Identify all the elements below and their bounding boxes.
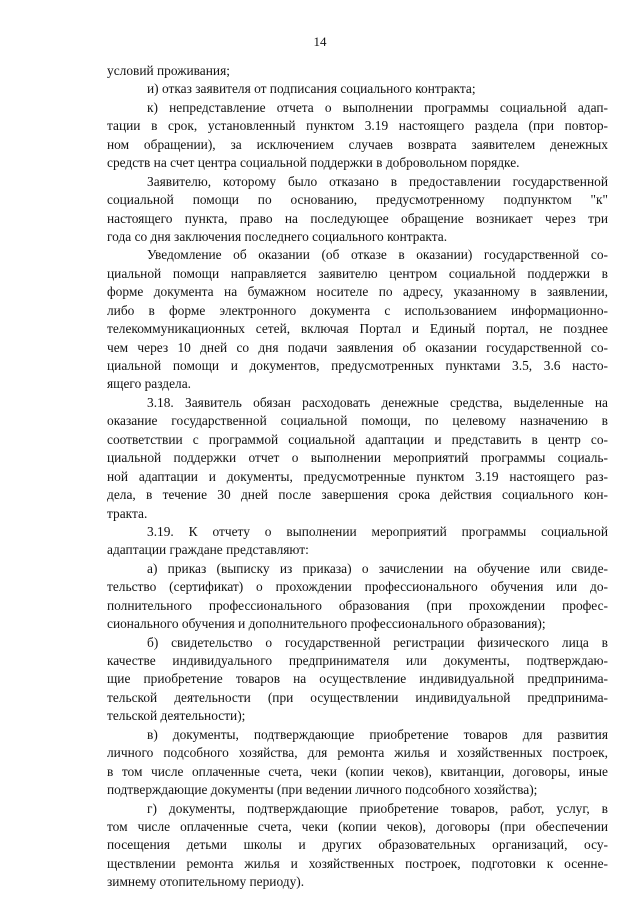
text-line: оказание государственной социальной помощи, по целевому назначению в [107,413,608,429]
text-line: чем через 10 дней со дня подачи заявления об оказании государственной со- [107,339,608,355]
text-line: б) свидетельство о государственной регистрации физического лица в [147,634,608,650]
text-line: ящего раздела. [107,376,192,392]
text-line: и) отказ заявителя от подписания социального контракта; [147,81,476,97]
paragraph [107,394,608,523]
text-line: посещения детьми школы и других образовательных организаций, осу- [107,837,608,853]
text-line: в том числе оплаченные счета, чеки (копии чеков), квитанции, договоры, иные [107,763,608,779]
text-line: качестве индивидуального предпринимателя или документы, подтверждаю- [107,653,608,668]
text-line: дела, в течение 30 дней после завершения срока действия социального кон- [107,487,608,503]
paragraph [107,523,608,560]
text-line: настоящего пункта, право на последующее обращение возникает через три [107,210,608,226]
paragraph [107,800,608,892]
text-line: тракта. [107,505,148,521]
paragraph [107,726,608,800]
paragraph [107,246,608,394]
text-line: Уведомление об оказании (об отказе в оказании) государственной со- [147,247,608,263]
document-body [107,62,608,892]
text-line: циальной помощи и документов, предусмотренных пунктами 3.5, 3.6 насто- [107,358,608,373]
text-line: адаптации граждане представляют: [107,542,309,558]
text-line: к) непредставление отчета о выполнении программы социальной адап- [147,99,608,115]
paragraph [107,634,608,726]
text-line: форме документа на бумажном носителе по адресу, указанному в заявлении, [107,284,608,300]
text-line: в) документы, подтверждающие приобретение товаров для развития [147,726,608,742]
text-line: соответствии с программой социальной адаптации и представить в центр со- [107,431,608,447]
text-line: полнительного профессионального образования (при прохождении профес- [107,597,608,613]
text-line: г) документы, подтверждающие приобретение товаров, работ, услуг, в [147,800,608,816]
paragraph [107,99,608,173]
text-line: 3.18. Заявитель обязан расходовать денежные средства, выделенные на [147,394,608,410]
text-line: телекоммуникационных сетей, включая Портал и Единый портал, не позднее [107,321,608,337]
text-line: 3.19. К отчету о выполнении мероприятий программы социальной [147,523,608,539]
text-line: Заявителю, которому было отказано в предоставлении государственной [147,173,608,189]
text-line: средств на счет центра социальной поддержки в добровольном порядке. [107,155,520,171]
text-line: том числе оплаченные счета, чеки (копии чеков), договоры (при обеспечении [107,818,608,834]
text-line: зимнему отопительному периоду). [107,874,305,890]
text-line: циальной помощи направляется заявителю центром социальной поддержки в [107,265,608,281]
paragraph [107,62,608,80]
text-line: а) приказ (выписку из приказа) о зачислении на обучение или свиде- [147,560,608,576]
text-line: щие приобретение товаров на осуществление индивидуальной предпринима- [107,671,608,687]
page-number: 14 [313,34,327,49]
text-line: тации в срок, установленный пунктом 3.19 настоящего раздела (при повтор- [107,118,608,134]
text-line: подтверждающие документы (при ведении личного подсобного хозяйства); [107,782,538,798]
text-line: ной адаптации и документы, предусмотренные пунктом 3.19 настоящего раз- [107,468,608,484]
paragraph [107,560,608,634]
text-line: года со дня заключения последнего социального контракта. [107,228,448,244]
text-line: тельской деятельности); [107,708,246,724]
text-line: ществлении ремонта жилья и хозяйственных построек, подготовки к осенне- [107,855,608,871]
text-line: либо в форме электронного документа с использованием информационно- [107,302,608,318]
text-line: сионального обучения и дополнительного профессионального образования); [107,616,546,632]
text-line: циальной поддержки отчет о выполнении мероприятий программы социаль- [107,450,608,466]
text-line: тельской деятельности (при осуществлении индивидуальной предпринима- [107,689,608,705]
paragraph [107,173,608,247]
text-line: ном обращении), за исключением случаев возврата заявителем денежных [107,136,608,152]
paragraph [107,80,608,98]
text-line: социальной помощи по основанию, предусмотренному подпунктом "к" [107,192,608,208]
text-line: условий проживания; [107,63,230,78]
text-line: личного подсобного хозяйства, для ремонта жилья и хозяйственных построек, [107,745,608,761]
text-line: тельство (сертификат) о прохождении профессионального обучения или до- [107,579,608,595]
